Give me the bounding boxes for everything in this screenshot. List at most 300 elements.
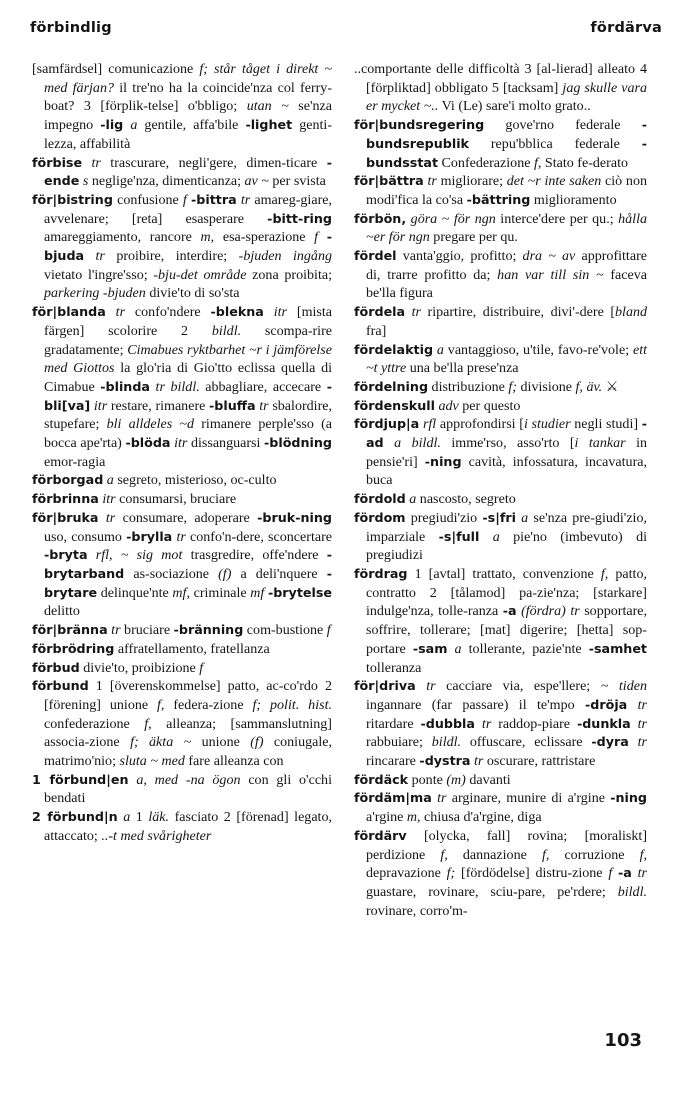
- entry-headword: förbön,: [354, 210, 407, 226]
- entry-text: [384, 435, 394, 451]
- entry-text: ripartire, distribuire, divi'-dere [: [421, 304, 616, 321]
- entry-text: zona proibita;: [246, 266, 332, 283]
- dictionary-entry: [32, 659, 332, 678]
- entry-italic-text: tr: [95, 248, 105, 265]
- entry-text: [113, 547, 121, 563]
- entry-italic-text: a: [123, 809, 131, 826]
- entry-text: unione: [191, 734, 251, 751]
- entry-text: alleanza; [sammanslutning] associa-zione: [44, 715, 332, 751]
- entry-subword: -ning: [424, 453, 462, 469]
- entry-subword: -dubbla: [420, 715, 475, 731]
- entry-text: migliorare;: [436, 173, 507, 190]
- entry-headword: fördelning: [354, 378, 429, 394]
- dictionary-entry: [32, 60, 332, 154]
- dictionary-entry: [32, 490, 332, 509]
- entry-italic-text: a, med -na ögon: [136, 771, 241, 788]
- entry-italic-text: tr: [426, 678, 436, 695]
- entry-italic-text: f: [182, 191, 187, 208]
- entry-subword: -lighet: [245, 117, 293, 133]
- dictionary-entry: [354, 172, 647, 209]
- entry-italic-text: tr: [437, 790, 447, 807]
- entry-italic-text: (fördra) tr: [521, 603, 580, 620]
- entry-subword: -ning: [610, 790, 647, 806]
- entry-italic-text: ..-t med svårigheter: [101, 827, 212, 844]
- entry-text: gove'rno federale: [484, 117, 642, 134]
- entry-subword: -bättring: [466, 191, 531, 207]
- entry-subword: -bjuda: [44, 229, 332, 264]
- entry-text: coniugale, matrimo'nio;: [44, 734, 333, 770]
- entry-text: 1 [avtal] trattato, convenzione: [407, 565, 601, 582]
- entry-italic-text: f,: [639, 846, 648, 863]
- entry-italic-text: f: [326, 622, 331, 639]
- entry-italic-text: tr: [240, 191, 251, 208]
- entry-subword: -ad: [366, 416, 648, 451]
- entry-text: rincarare: [366, 753, 420, 770]
- entry-subword: -brytelse: [267, 584, 332, 600]
- entry-italic-text: f,: [533, 154, 542, 171]
- entry-subword: -s|full: [438, 528, 480, 544]
- entry-subword: -bundsstat: [366, 135, 647, 170]
- entry-italic-text: f; polit. hist.: [252, 696, 332, 713]
- entry-text: emor-ragia: [44, 453, 106, 470]
- entry-italic-text: parkering -bjuden: [44, 285, 146, 302]
- entry-italic-text: jag skulle vara er mycket ~..: [366, 79, 647, 115]
- dictionary-entry: [354, 789, 647, 826]
- dictionary-entry: [32, 677, 332, 771]
- entry-text: scompa-rire gradatamente;: [44, 322, 332, 358]
- entry-text: davanti: [465, 771, 511, 788]
- entry-italic-text: läk.: [148, 809, 170, 826]
- entry-italic-text: Cimabues ryktbarhet ~r i jämförelse med Giottos: [44, 341, 332, 377]
- entry-italic-text: s: [82, 173, 89, 190]
- dictionary-entry: [32, 509, 332, 621]
- entry-text: 1 [överenskommelse] patto, ac-co'rdo 2 [förening] unione: [44, 678, 332, 713]
- entry-italic-text: i tankar: [574, 435, 626, 452]
- entry-text: criminale: [189, 584, 251, 601]
- page-number: 103: [604, 1030, 642, 1051]
- entry-headword: för|bättra: [354, 173, 424, 189]
- entry-text: affratellamento, fratellanza: [114, 640, 270, 657]
- dictionary-entry: [32, 808, 332, 845]
- entry-italic-text: bland: [615, 304, 648, 321]
- entry-italic-text: tr: [481, 715, 492, 732]
- entry-text: raddop-piare: [491, 715, 577, 732]
- entry-text: vantaggioso, u'tile, favo-re'vole;: [443, 341, 633, 358]
- entry-text: per questo: [458, 397, 521, 414]
- entry-text: nascosto, segreto: [416, 491, 516, 508]
- entry-headword: fördela: [354, 304, 406, 320]
- entry-italic-text: det ~r inte saken: [506, 173, 602, 190]
- dictionary-entry: [354, 509, 647, 565]
- entry-subword: -dystra: [419, 753, 471, 769]
- entry-italic-text: i studier: [523, 416, 571, 433]
- entry-italic-text: tr: [411, 304, 421, 321]
- entry-subword: -blinda: [100, 378, 150, 394]
- entry-subword: -blöda: [125, 435, 171, 451]
- entry-text: trasgredire, offe'ndere: [182, 547, 327, 564]
- entry-subword: -brytare: [44, 565, 332, 600]
- entry-italic-text: tr: [105, 509, 116, 526]
- entry-italic-text: a bildl.: [394, 435, 441, 452]
- entry-italic-text: m,: [406, 809, 421, 826]
- entry-text: delitto: [44, 603, 80, 620]
- dictionary-entry: [354, 60, 647, 116]
- entry-subword: -bli[va]: [44, 378, 332, 413]
- entry-italic-text: adv: [438, 397, 459, 414]
- right-column: [354, 60, 647, 920]
- entry-headword: fördäm|ma: [354, 790, 432, 806]
- entry-italic-text: itr: [174, 435, 188, 452]
- entry-italic-text: f: [199, 659, 204, 676]
- entry-text: pregiudi'zio: [405, 509, 483, 526]
- dictionary-entry: [354, 565, 647, 677]
- entry-italic-text: tr: [637, 715, 648, 732]
- entry-text: chiusa d'a'rgine, diga: [420, 809, 542, 826]
- entry-subword: -bränning: [173, 622, 244, 638]
- entry-subword: -bittra: [191, 191, 237, 207]
- entry-text: divie'to, proibizione: [79, 659, 200, 676]
- entry-italic-text: f: [314, 229, 319, 246]
- entry-text: distribuzione: [428, 378, 509, 395]
- dictionary-entry: [32, 154, 332, 191]
- entry-text: sopportare, soffrire, tollerare; [mat] digerire; [hetta] sop-portare: [366, 603, 648, 657]
- entry-text: confederazione: [44, 715, 145, 732]
- entry-text: dannazione: [447, 846, 542, 863]
- entry-headword: 2 förbund|n: [32, 809, 118, 825]
- entry-headword: fördom: [354, 509, 406, 525]
- entry-italic-text: han var till sin ~: [497, 266, 604, 283]
- entry-headword: förbud: [32, 659, 80, 675]
- entry-subword: -bitt-ring: [267, 210, 332, 226]
- entry-text: in pensie'ri]: [366, 435, 647, 470]
- dictionary-entry: [354, 490, 647, 509]
- entry-text: approfondirsi [: [436, 416, 524, 433]
- entry-text: depravazione: [366, 865, 447, 882]
- entry-text: Confederazione: [438, 154, 534, 171]
- entry-italic-text: -bjuden ingång: [238, 248, 332, 265]
- entry-subword: -blödning: [264, 435, 332, 451]
- entry-text: il tre'no ha la coincide'nza col ferry-boat? 3 [förplik-telse] o'bbligo;: [44, 79, 332, 115]
- entry-text: federa-zione: [164, 696, 253, 713]
- entry-italic-text: (f): [218, 565, 232, 582]
- entry-italic-text: f,: [144, 715, 152, 732]
- entry-text: trascurare, negli'gere, dimen-ticare: [100, 154, 327, 171]
- entry-text: [fördödelse] distru-zione: [455, 865, 609, 882]
- entry-text: uso, consumo: [44, 528, 127, 545]
- dictionary-entry: [354, 247, 647, 303]
- entry-italic-text: itr: [102, 491, 116, 508]
- entry-italic-text: mf,: [172, 584, 190, 601]
- entry-text: amareg-giare, avvelenare; [reta] esasperare: [44, 191, 332, 227]
- entry-text: [88, 547, 96, 563]
- entry-headword: förbund: [32, 678, 89, 694]
- entry-text: se'nza pre-giudi'zio, imparziale: [366, 509, 647, 545]
- left-column: [32, 60, 332, 846]
- entry-italic-text: av ~: [244, 173, 269, 190]
- entry-italic-text: a: [409, 491, 417, 508]
- entry-headword: fördold: [354, 491, 406, 507]
- entry-italic-text: tr: [637, 865, 647, 882]
- entry-text: a deli'nquere: [231, 565, 327, 582]
- entry-text: [samfärdsel] comunicazione: [32, 61, 200, 77]
- entry-italic-text: ett ~t yttre: [366, 341, 648, 377]
- entry-subword: -bruk-ning: [257, 509, 332, 525]
- entry-italic-text: f;: [508, 378, 517, 395]
- entry-subword: -sam: [412, 640, 448, 656]
- entry-italic-text: f, äv.: [575, 378, 603, 395]
- entry-text: [447, 641, 454, 657]
- entry-text: pie'no (imbevuto) di pregiudizi: [366, 528, 647, 564]
- entry-italic-text: a: [492, 528, 500, 545]
- entry-text: [629, 734, 638, 750]
- entry-text: confo'ndere: [125, 304, 211, 321]
- entry-subword: -bluffa: [209, 397, 256, 413]
- entry-text: [99, 510, 106, 526]
- entry-subword: -dröja: [585, 696, 628, 712]
- entry-text: abbagliare, accecare: [199, 378, 327, 395]
- dictionary-entry: [354, 341, 647, 378]
- entry-text: genti-lezza, affabilità: [44, 117, 333, 152]
- entry-text: negli studi]: [570, 416, 642, 433]
- entry-text: una be'lla prese'nza: [406, 360, 519, 377]
- entry-text: se'nza impegno: [44, 98, 332, 134]
- entry-italic-text: tr bildl.: [155, 378, 200, 395]
- entry-italic-text: bildl.: [617, 883, 647, 900]
- entry-text: ciò non modi'fica la co'sa: [366, 173, 648, 208]
- entry-italic-text: utan ~: [246, 98, 289, 115]
- dictionary-entry: [354, 303, 647, 340]
- entry-italic-text: a: [106, 472, 114, 489]
- entry-text: arginare, munire di a'rgine: [446, 790, 611, 807]
- entry-italic-text: bildl.: [431, 734, 462, 751]
- entry-italic-text: rfl: [422, 416, 437, 433]
- entry-subword: -lig: [100, 117, 124, 133]
- entry-headword: för|bistring: [32, 191, 113, 207]
- entry-italic-text: tr: [259, 397, 269, 414]
- entry-italic-text: tr: [115, 304, 126, 321]
- entry-subword: -bundsrepublik: [366, 117, 647, 151]
- entry-italic-text: f,: [600, 565, 609, 582]
- dictionary-entry: [32, 621, 332, 640]
- guide-word-right: fördärva: [590, 20, 662, 36]
- entry-text: fasciato 2 [förenad] legato, attaccato;: [44, 809, 332, 844]
- entry-italic-text: bli alldeles ~d: [106, 416, 195, 433]
- entry-italic-text: (f): [250, 734, 264, 751]
- entry-text: [479, 529, 492, 545]
- entry-subword: -brytarband: [44, 547, 333, 581]
- entry-text: [mista färgen] scolorire 2: [44, 304, 333, 339]
- entry-headword: förbrinna: [32, 491, 99, 507]
- dictionary-entry: [354, 397, 647, 416]
- entry-subword: -samhet: [588, 640, 647, 656]
- entry-text: [627, 697, 637, 713]
- entry-text: tolleranza: [366, 659, 422, 676]
- entry-headword: förbise: [32, 154, 83, 170]
- entry-headword: fördärv: [354, 827, 407, 843]
- entry-headword: fördenskull: [354, 397, 435, 413]
- entry-italic-text: tr: [637, 734, 648, 751]
- entry-text: divisione: [517, 378, 576, 395]
- entry-text: cacciare via, espe'llere;: [435, 678, 601, 695]
- entry-text: patto, contratto 2 [tålamod] pa-zie'nza; [starkare] indulge'nza, tolle-ranza: [366, 565, 647, 620]
- entry-text: confo'n-dere, sconcertare: [185, 528, 333, 545]
- dictionary-entry: [32, 471, 332, 490]
- dictionary-entry: [32, 771, 332, 808]
- entry-italic-text: f; äkta ~: [130, 734, 192, 751]
- entry-text: consumarsi, bruciare: [115, 491, 237, 508]
- entry-text: dissanguarsi: [187, 435, 264, 452]
- entry-italic-text: sluta ~ med: [119, 753, 185, 770]
- entry-italic-text: a: [521, 509, 529, 526]
- entry-text: cavità, infossatura, incavatura, buca: [366, 453, 647, 489]
- entry-text: Stato fe-derato: [541, 154, 628, 171]
- entry-text: faceva be'lla figura: [366, 266, 648, 302]
- entry-text: com-bustione: [243, 622, 327, 639]
- entry-text: vietato l'ingre'sso;: [44, 266, 154, 283]
- entry-text: [475, 716, 482, 732]
- entry-text: gentile, affa'bile: [137, 117, 246, 134]
- dictionary-entry: [32, 303, 332, 471]
- entry-text: rovinare, corro'm-: [366, 902, 468, 919]
- entry-text: rimanere perple'sso (a bocca ape'rta): [44, 416, 332, 452]
- entry-text: guastare, rovinare, sciu-pare, pe'rdere;: [366, 883, 618, 900]
- entry-subword: -dyra: [591, 734, 629, 750]
- entry-italic-text: f,: [541, 846, 550, 863]
- entry-italic-text: tr: [474, 753, 484, 770]
- entry-headword: förborgad: [32, 472, 104, 488]
- entry-italic-text: itr: [273, 304, 288, 321]
- entry-text: segreto, misterioso, oc-culto: [113, 472, 277, 489]
- entry-text: bruciare: [120, 622, 174, 639]
- dictionary-entry: [354, 827, 647, 921]
- entry-text: [84, 248, 95, 264]
- entry-text: delinque'nte: [97, 584, 173, 601]
- entry-italic-text: tr: [91, 154, 101, 171]
- entry-text: restare, rimanere: [107, 397, 210, 414]
- entry-text: ..comportante delle difficoltà 3 [al-lierad] alleato 4 [förpliktad] obbligato 5 [tacksam]: [354, 61, 647, 96]
- entry-text: [318, 229, 327, 245]
- entry-italic-text: a: [130, 117, 138, 134]
- entry-text: [82, 155, 91, 171]
- entry-italic-text: a: [454, 640, 462, 657]
- entry-text: imme'rso, asso'rto [: [440, 435, 575, 452]
- entry-text: con gli o'cchi bendati: [44, 771, 332, 807]
- entry-text: per svista: [268, 173, 326, 190]
- entry-headword: fördrag: [354, 565, 408, 581]
- entry-subword: -ende: [44, 154, 332, 189]
- entry-italic-text: bildl.: [211, 322, 242, 339]
- entry-headword: för|bränna: [32, 622, 108, 638]
- entry-italic-text: f;: [446, 865, 456, 882]
- dictionary-entry: [354, 378, 647, 397]
- entry-headword: förbrödring: [32, 640, 115, 656]
- entry-subword: -blekna: [210, 304, 264, 320]
- entry-italic-text: tr: [637, 696, 648, 713]
- entry-text: tollerante, pazie'nte: [461, 640, 589, 657]
- entry-subword: -a: [618, 865, 632, 881]
- dictionary-entry: [354, 677, 647, 771]
- entry-subword: -s|fri: [482, 509, 516, 525]
- entry-text: pregare per qu.: [429, 229, 518, 246]
- entry-italic-text: m,: [200, 229, 215, 246]
- entry-italic-text: ~ sig mot: [120, 547, 183, 564]
- entry-text: as-sociazione: [124, 565, 219, 582]
- entry-text: neglige'nza, dimenticanza;: [88, 173, 245, 190]
- entry-text: vanta'ggio, profitto;: [396, 248, 523, 265]
- entry-text: proibire, interdire;: [104, 248, 239, 265]
- guide-word-left: förbindlig: [30, 20, 112, 36]
- entry-text: la glo'ria di Gio'tto eclissa quella di Cimabue: [44, 360, 333, 395]
- entry-text: fare alleanza con: [184, 753, 284, 770]
- entry-headword: 1 förbund|en: [32, 771, 129, 787]
- entry-headword: fördäck: [354, 771, 409, 787]
- entry-subword: -bryta: [44, 547, 88, 563]
- entry-text: repu'bblica federale: [468, 135, 642, 152]
- entry-text: esa-sperazione: [214, 229, 315, 246]
- entry-italic-text: mf: [250, 584, 265, 601]
- entry-text: [631, 716, 638, 732]
- dictionary-entry: [354, 210, 647, 247]
- entry-italic-text: a: [436, 341, 444, 358]
- entry-text: Vi (Le) sare'i molto grato..: [438, 98, 591, 115]
- entry-italic-text: ~ tiden: [600, 678, 647, 695]
- entry-italic-text: -bju-det område: [153, 266, 247, 283]
- entry-headword: fördel: [354, 248, 397, 264]
- entry-italic-text: itr: [93, 397, 108, 414]
- dictionary-entry: [354, 116, 647, 172]
- entry-italic-text: rfl,: [95, 547, 113, 564]
- entry-text: amareggiamento, rancore: [44, 229, 201, 246]
- dictionary-entry: [32, 191, 332, 303]
- entry-italic-text: f; står tåget i direkt ~ med färjan?: [44, 61, 332, 96]
- entry-text: [olycka, fall] rovina; [moraliskt] perdizione: [366, 827, 647, 863]
- entry-text: 1: [130, 809, 149, 826]
- entry-italic-text: tr: [427, 173, 437, 190]
- entry-text: ingannare (far passare) il te'mpo: [366, 696, 586, 713]
- entry-headword: fördelaktig: [354, 341, 434, 357]
- entry-text: offuscare, eclissare: [461, 734, 592, 751]
- entry-headword: för|driva: [354, 678, 416, 694]
- entry-text: [416, 678, 427, 694]
- entry-text: corruzione: [549, 846, 640, 863]
- entry-text: ritardare: [366, 715, 421, 732]
- entry-italic-text: göra ~ för ngn: [410, 210, 496, 227]
- entry-italic-text: f,: [440, 846, 448, 863]
- entry-text: ponte: [408, 771, 447, 788]
- entry-text: approfittare di, trarre profitto da;: [366, 248, 647, 283]
- entry-text: consumare, adoperare: [115, 509, 258, 526]
- entry-italic-text: dra ~ av: [522, 248, 576, 265]
- entry-text: oscurare, rattristare: [483, 753, 596, 770]
- entry-headword: fördjup|a: [354, 416, 420, 432]
- entry-italic-text: f: [608, 865, 613, 882]
- entry-headword: för|blanda: [32, 304, 106, 320]
- entry-italic-text: f,: [157, 696, 165, 713]
- entry-text: rabbuiare;: [366, 734, 432, 751]
- entry-text: miglioramento: [530, 191, 617, 208]
- entry-subword: -dunkla: [576, 715, 631, 731]
- entry-text: ⚔: [602, 378, 619, 395]
- entry-text: [106, 304, 116, 320]
- entry-headword: för|bundsregering: [354, 117, 485, 133]
- entry-text: confusione: [112, 191, 183, 208]
- entry-italic-text: (m): [446, 771, 466, 788]
- entry-italic-text: hålla ~er för ngn: [366, 210, 648, 246]
- entry-subword: -brylla: [126, 528, 173, 544]
- entry-text: interce'dere per qu.;: [495, 210, 619, 227]
- entry-headword: för|bruka: [32, 509, 99, 525]
- dictionary-entry: [354, 771, 647, 790]
